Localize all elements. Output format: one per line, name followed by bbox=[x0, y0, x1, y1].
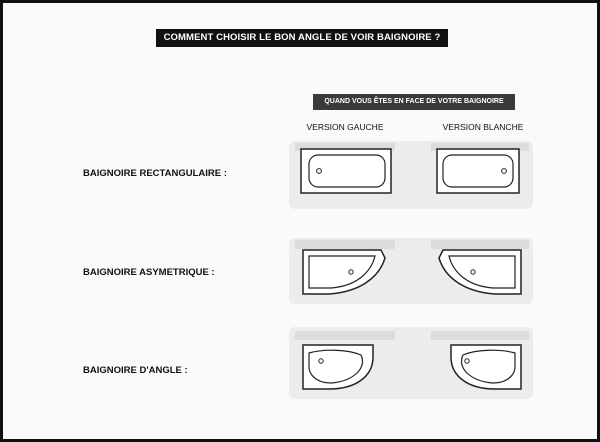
row-label-corner: BAIGNOIRE D'ANGLE : bbox=[83, 365, 188, 376]
column-header-right: VERSION BLANCHE bbox=[442, 122, 524, 132]
rectangular-bath-left-icon bbox=[301, 149, 391, 193]
rectangular-bath-right-icon bbox=[437, 149, 519, 193]
rectangular-bath-scene bbox=[289, 139, 535, 211]
asymmetric-bath-scene bbox=[289, 236, 535, 308]
wall-left bbox=[295, 331, 395, 340]
corner-bath-scene bbox=[289, 327, 535, 403]
wall-left bbox=[295, 240, 395, 249]
wall-right bbox=[431, 240, 529, 249]
wall-right bbox=[431, 331, 529, 340]
row-label-rectangular: BAIGNOIRE RECTANGULAIRE : bbox=[83, 168, 227, 179]
page-title: COMMENT CHOISIR LE BON ANGLE DE VOIR BAIGNOIRE ? bbox=[156, 29, 448, 47]
orientation-subtitle: QUAND VOUS ÊTES EN FACE DE VOTRE BAIGNOIRE bbox=[313, 94, 515, 110]
row-label-asymmetric: BAIGNOIRE ASYMETRIQUE : bbox=[83, 267, 215, 278]
column-header-left: VERSION GAUCHE bbox=[306, 122, 384, 132]
